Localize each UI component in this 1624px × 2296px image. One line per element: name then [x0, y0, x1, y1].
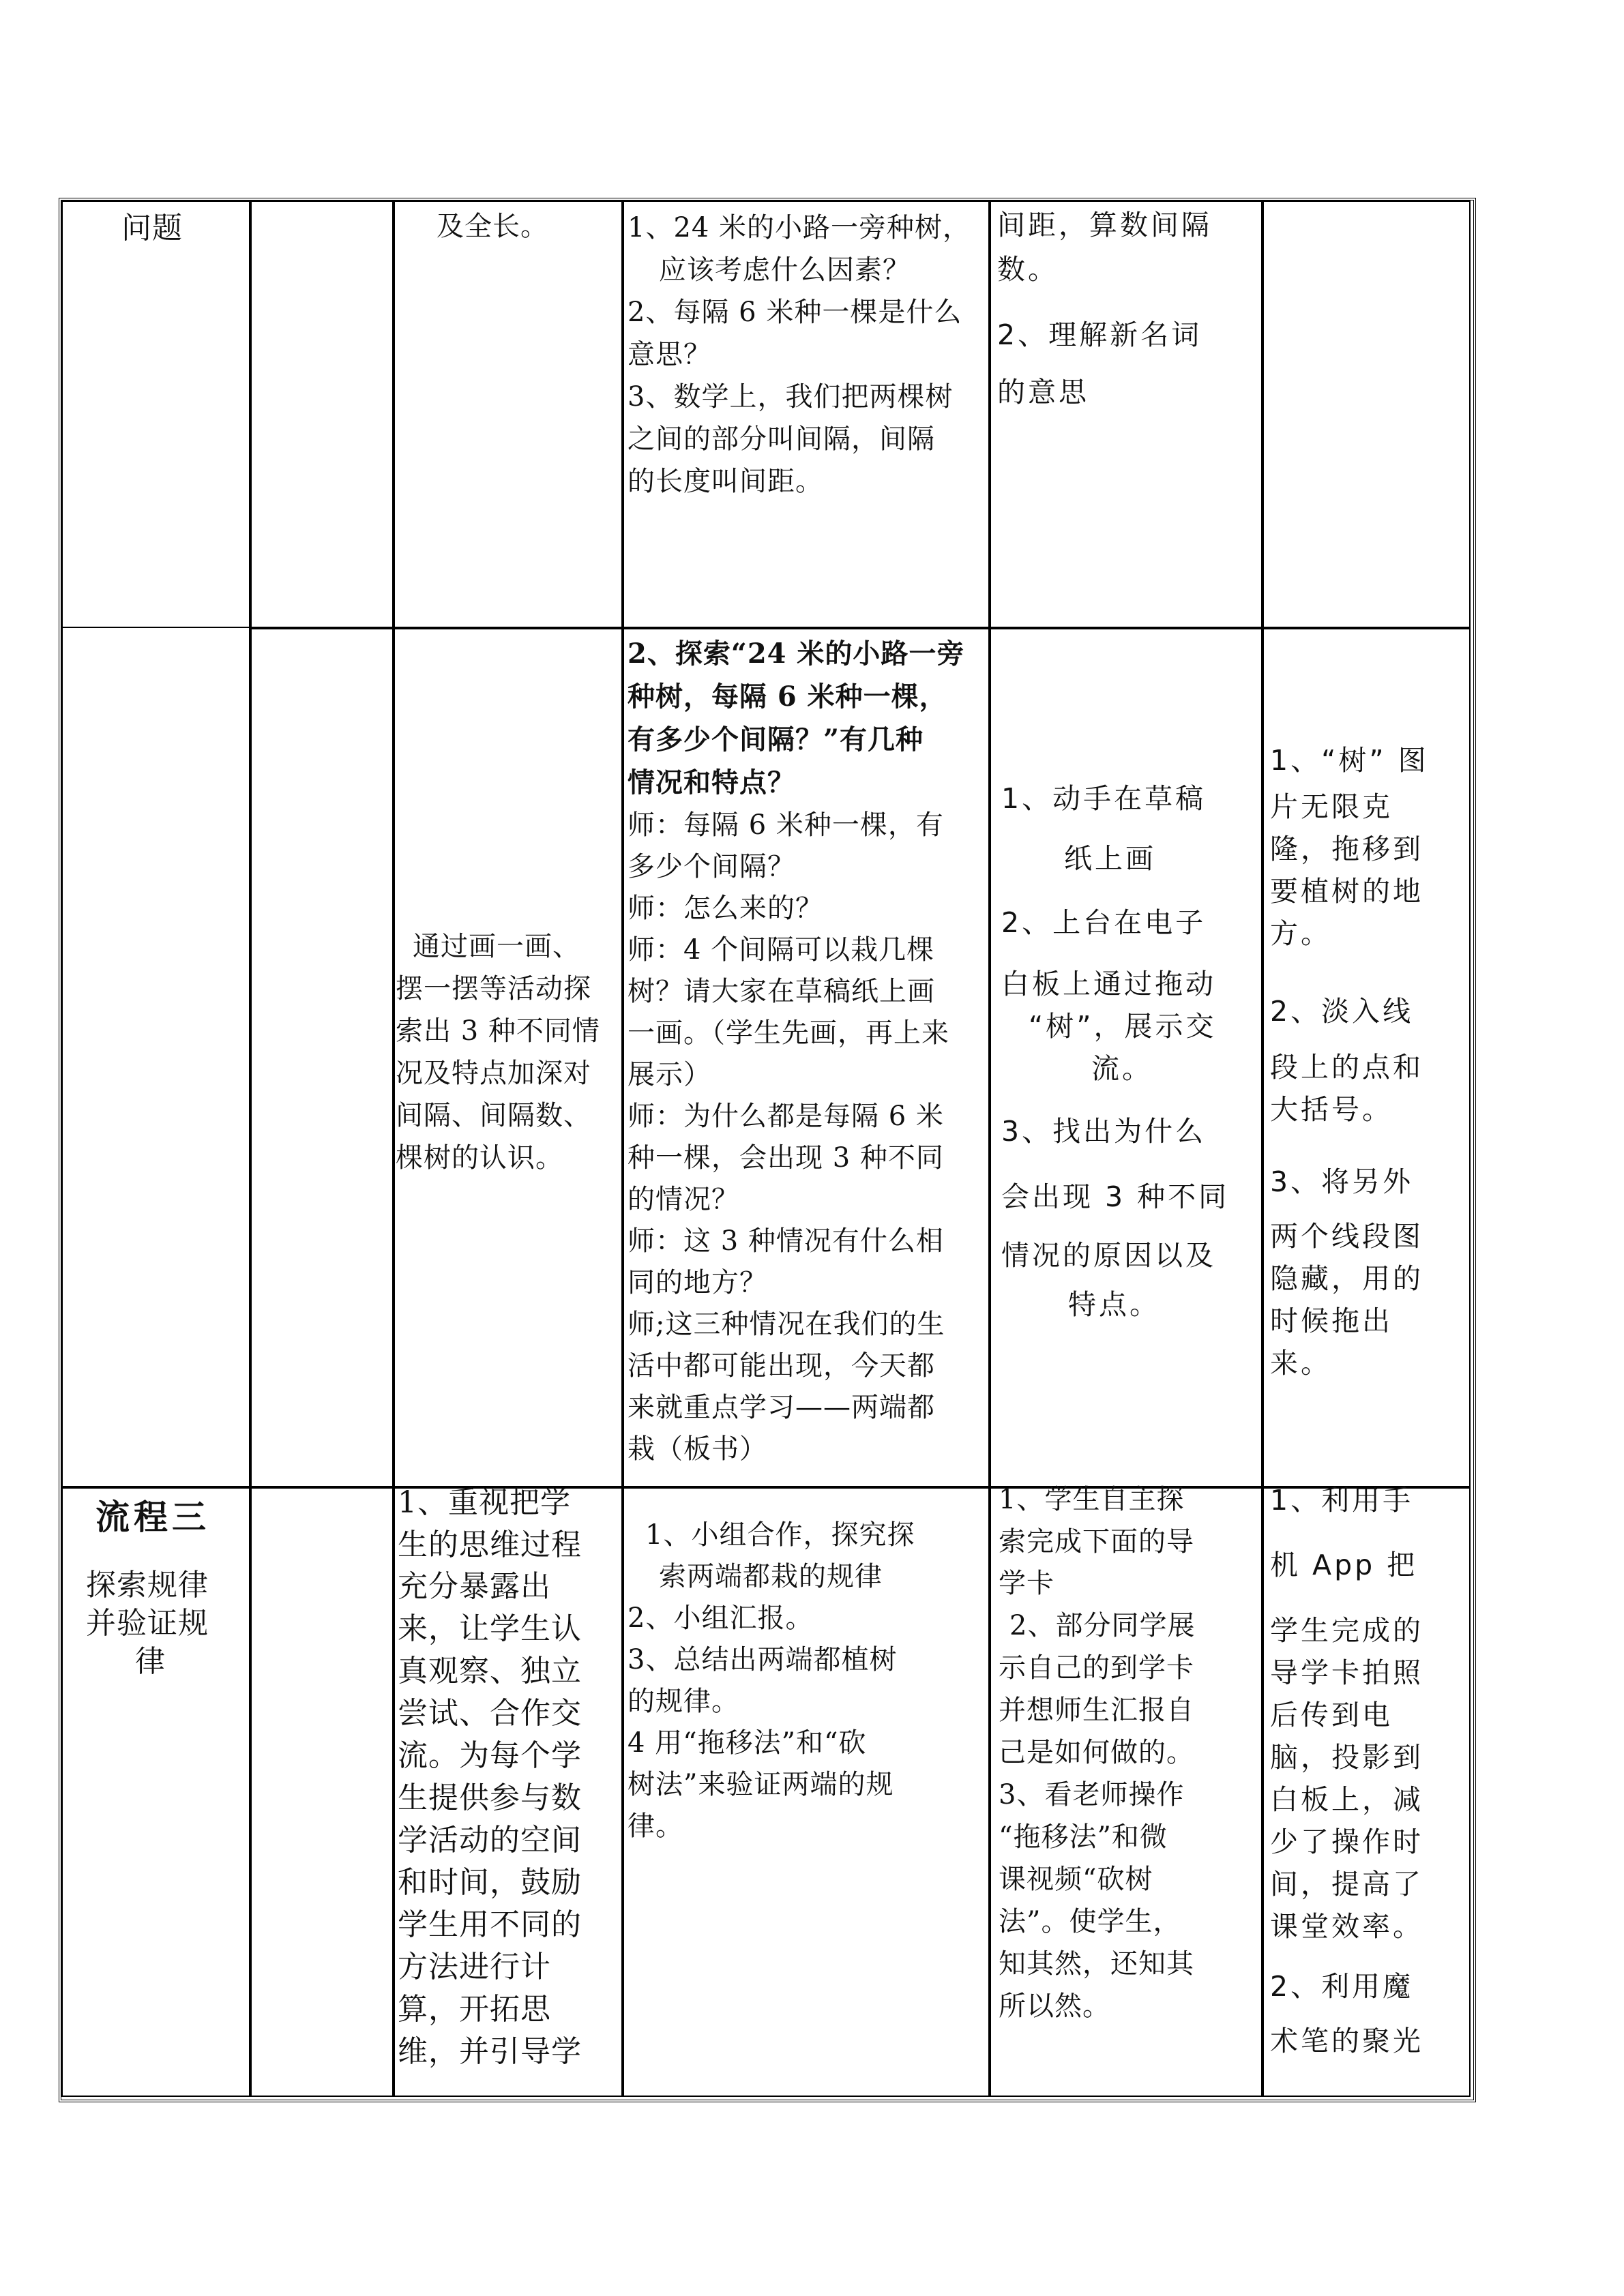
r2c5-line: 纸上画	[1064, 842, 1156, 875]
r3c3-line: 来，让学生认	[398, 1611, 582, 1646]
r1c4-line: 1、24 米的小路一旁种树，	[628, 212, 971, 243]
r2c5-line: 情况的原因以及	[1001, 1239, 1216, 1272]
r2c4-line: 同的地方？	[628, 1267, 767, 1298]
r2c4b-line: 有多少个间隔？”有几种	[628, 724, 924, 756]
r3c1-line: 并验证规	[86, 1606, 209, 1641]
r3c6-line: 少了操作时	[1270, 1825, 1423, 1858]
r3c3-line: 尝试、合作交	[398, 1696, 582, 1731]
r2c6-line: 时候拖出	[1270, 1304, 1393, 1337]
r2c3-line: 摆一摆等活动探	[396, 973, 591, 1004]
r3c5-line: 索完成下面的导	[999, 1526, 1194, 1557]
r3c6-line: 术笔的聚光	[1270, 2025, 1423, 2057]
r3c5-line: “拖移法”和微	[999, 1821, 1168, 1853]
r1c1-line: 问题	[121, 211, 183, 245]
r3c6-line: 课堂效率。	[1270, 1910, 1423, 1943]
r2c4-line: 师;这三种情况在我们的生	[628, 1309, 945, 1340]
r3c5-line: 知其然，还知其	[999, 1948, 1194, 1980]
r2c4-line: 的情况？	[628, 1184, 739, 1215]
r1c4-line: 2、每隔 6 米种一棵是什么	[628, 297, 962, 328]
r2c6-line: 两个线段图	[1270, 1220, 1423, 1253]
r2c6-line: 隐藏，用的	[1270, 1262, 1423, 1295]
r3c1-line: 探索规律	[86, 1568, 209, 1602]
r3c5-line: 课视频“砍树	[999, 1864, 1153, 1895]
r2c4-line: 展示）	[628, 1059, 711, 1090]
r3-c1-title: 流程三	[95, 1497, 210, 1537]
r3c3-line: 真观察、独立	[398, 1654, 582, 1688]
r2c3-line: 通过画一画、	[413, 931, 580, 962]
r3c6-line: 1、利用手	[1270, 1484, 1414, 1517]
r2c5-line: 特点。	[1068, 1288, 1160, 1321]
r3c4-line: 1、小组合作，探究探	[645, 1519, 915, 1551]
r3-c2-cell	[250, 1487, 394, 2097]
r1c4-line: 应该考虑什么因素？	[659, 254, 911, 286]
r3c6-line: 学生完成的	[1270, 1614, 1423, 1647]
r1-c6-cell	[1263, 200, 1471, 628]
r2c3-line: 间隔、间隔数、	[396, 1100, 591, 1131]
r1c4-line: 3、数学上，我们把两棵树	[628, 381, 954, 413]
r2c6-line: 1、“树” 图	[1270, 744, 1429, 777]
r3c3-line: 方法进行计	[398, 1950, 551, 1984]
r2c4-line: 多少个间隔？	[628, 851, 795, 882]
r3c3-line: 流。为每个学	[398, 1738, 582, 1773]
r1c4-line: 之间的部分叫间隔，间隔	[628, 423, 935, 455]
r3c6-line: 机 App 把	[1270, 1549, 1418, 1581]
r2c4-line: 师：4 个间隔可以栽几棵	[628, 934, 935, 966]
r1r2-c1-merged	[61, 200, 250, 1487]
r1c3-line: 及全长。	[437, 211, 548, 242]
r3c3-line: 学活动的空间	[398, 1823, 582, 1858]
r2c5-line: “树”，展示交	[1029, 1010, 1217, 1043]
r3c6-line: 后传到电	[1270, 1699, 1393, 1731]
r2c6-line: 方。	[1270, 917, 1331, 950]
r2c5-line: 3、找出为什么	[1001, 1115, 1207, 1148]
r2c4-line: 师：每隔 6 米种一棵，有	[628, 809, 944, 841]
r3c1-line: 律	[135, 1644, 166, 1679]
r2c4-line: 栽（板书）	[628, 1433, 767, 1465]
r3c4-line: 3、总结出两端都植树	[628, 1644, 898, 1675]
r3c6-line: 导学卡拍照	[1270, 1656, 1423, 1689]
r3c5-line: 示自己的到学卡	[999, 1652, 1194, 1684]
r2c6-line: 2、淡入线	[1270, 995, 1414, 1028]
r1c4-line: 的长度叫间距。	[628, 466, 823, 497]
r1c5-line: 间距，算数间隔	[997, 209, 1212, 241]
r3c5-line: 并想师生汇报自	[999, 1695, 1194, 1726]
r2c4-line: 来就重点学习——两端都	[628, 1392, 935, 1423]
r1c5-line: 2、理解新名词	[997, 318, 1202, 351]
r1c5-line: 的意思	[997, 376, 1089, 408]
r3c3-line: 充分暴露出	[398, 1569, 551, 1604]
r3c5-line: 1、学生自主探	[999, 1484, 1185, 1515]
r3c3-line: 维，并引导学	[398, 2034, 582, 2069]
r3c6-line: 2、利用魔	[1270, 1970, 1414, 2003]
r3c5-line: 3、看老师操作	[999, 1779, 1185, 1810]
r2c4b-line: 种树，每隔 6 米种一棵，	[628, 681, 947, 713]
r2c5-line: 会出现 3 种不同	[1001, 1180, 1230, 1213]
r2c4-line: 师：为什么都是每隔 6 米	[628, 1101, 944, 1132]
r3c6-line: 白板上，减	[1270, 1783, 1423, 1816]
r2c6-line: 隆，拖移到	[1270, 833, 1423, 865]
r2c3-line: 棵树的认识。	[396, 1142, 563, 1174]
r2c3-line: 索出 3 种不同情	[396, 1015, 600, 1047]
r2c4-line: 活中都可能出现，今天都	[628, 1350, 935, 1382]
r3c4-line: 的规律。	[628, 1686, 739, 1717]
r2c5-line: 白板上通过拖动	[1001, 968, 1216, 1000]
r3c4-line: 律。	[628, 1810, 683, 1842]
r2c6-line: 大括号。	[1270, 1093, 1393, 1126]
r2c4-line: 树？请大家在草稿纸上画	[628, 976, 935, 1007]
r2c5-line: 1、动手在草稿	[1001, 782, 1207, 815]
r3c3-line: 生的思维过程	[398, 1527, 582, 1562]
r3c3-line: 算，开拓思	[398, 1992, 551, 2027]
r2c5-line: 流。	[1091, 1052, 1153, 1085]
r3c6-line: 脑，投影到	[1270, 1741, 1423, 1774]
r2c4b-line: 情况和特点？	[628, 766, 795, 799]
r3c5-line: 2、部分同学展	[1009, 1610, 1196, 1641]
r2-c2-cell	[250, 628, 394, 1487]
r2c6-line: 片无限克	[1270, 790, 1393, 823]
r2c4-line: 一画。（学生先画，再上来	[628, 1017, 949, 1049]
r3c5-line: 学卡	[999, 1568, 1054, 1599]
r1-c2-cell	[250, 200, 394, 628]
r3c6-line: 间，提高了	[1270, 1868, 1423, 1900]
r2c6-line: 3、将另外	[1270, 1165, 1414, 1198]
r2c4-line: 师：怎么来的？	[628, 893, 823, 924]
r3c4-line: 4 用“拖移法”和“砍	[628, 1727, 867, 1759]
r3c4-line: 树法”来验证两端的规	[628, 1769, 894, 1800]
r1-c3-cell	[394, 200, 623, 628]
r3c3-line: 1、重视把学	[398, 1485, 571, 1520]
r2c6-line: 段上的点和	[1270, 1051, 1423, 1084]
r3c5-line: 己是如何做的。	[999, 1737, 1194, 1768]
r3c5-line: 法”。使学生，	[999, 1906, 1181, 1937]
r2c4b-line: 2、探索“24 米的小路一旁	[628, 638, 965, 670]
r1c5-line: 数。	[997, 253, 1059, 286]
r3c3-line: 和时间，鼓励	[398, 1865, 582, 1900]
r2c5-line: 2、上台在电子	[1001, 906, 1207, 939]
r3c4-line: 2、小组汇报。	[628, 1602, 814, 1634]
r2c6-line: 要植树的地	[1270, 875, 1423, 908]
r2c3-line: 况及特点加深对	[396, 1058, 591, 1089]
r2c6-line: 来。	[1270, 1347, 1331, 1380]
r3c3-line: 生提供参与数	[398, 1780, 582, 1815]
r2c4-line: 种一棵，会出现 3 种不同	[628, 1142, 944, 1174]
r1c4-line: 意思？	[628, 339, 711, 370]
r3c3-line: 学生用不同的	[398, 1907, 582, 1942]
r3c4-line: 索两端都栽的规律	[659, 1561, 883, 1592]
r3c5-line: 所以然。	[999, 1991, 1110, 2022]
r2c4-line: 师：这 3 种情况有什么相	[628, 1225, 944, 1257]
